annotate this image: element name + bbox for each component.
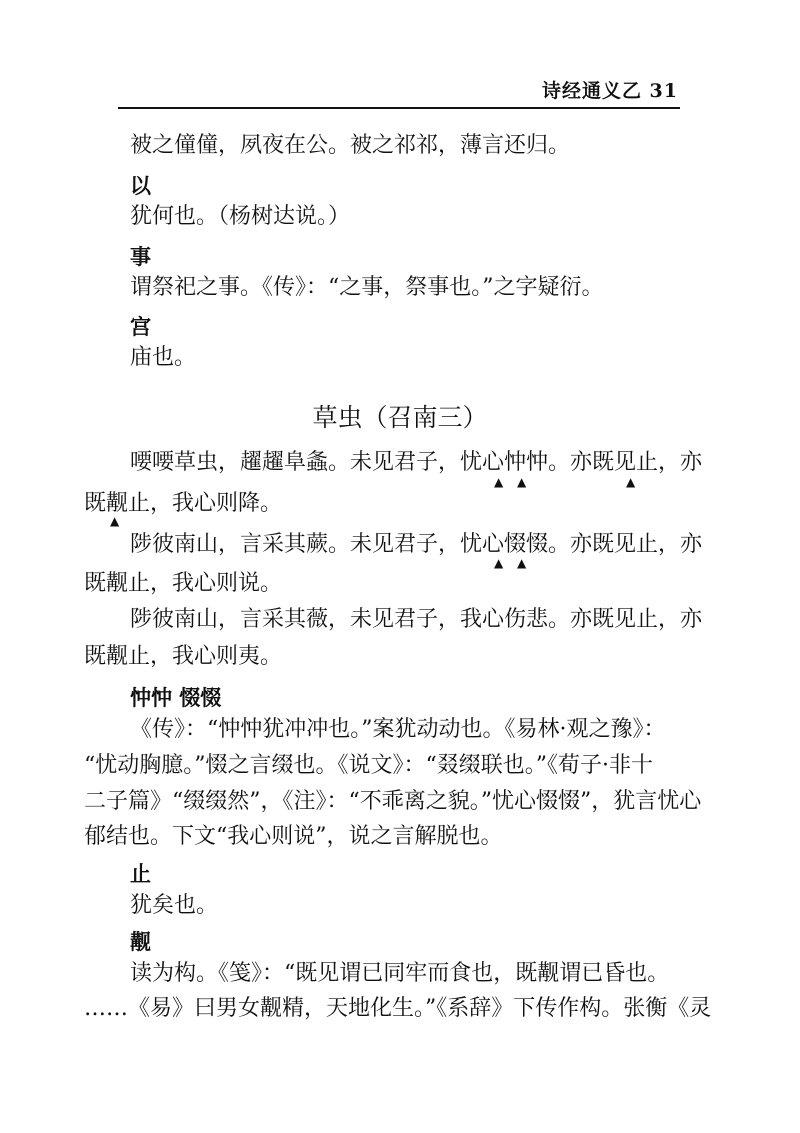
running-header-text: 诗经通义乙 31 xyxy=(541,80,678,102)
note-line: “忧动胸臆。”惙之言缀也。《说文》：“叕缀联也。”《荀子·非十 xyxy=(84,753,653,778)
running-header xyxy=(508,76,678,102)
note-line: ……《易》曰男女觏精，天地化生。”《系辞》下传作构。张衡《灵 xyxy=(84,996,712,1021)
term-heading: 止 xyxy=(130,862,151,886)
note-line: 二子篇》“缀缀然”，《注》：“不乖离之貌。”忧心惙惙”，犹言忧心 xyxy=(84,789,702,814)
poem-line: 既觏止，我心则降。 xyxy=(84,491,283,516)
term-heading: 事 xyxy=(130,245,151,269)
term-heading: 宫 xyxy=(130,315,151,339)
term-heading: 忡忡 惙惙 xyxy=(130,686,222,710)
verse-line: 被之僮僮，夙夜在公。被之祁祁，薄言还归。 xyxy=(130,133,571,158)
emphasis-marker: ▲ xyxy=(517,475,527,489)
emphasis-marker: ▲ xyxy=(517,556,527,570)
poem-line: 陟彼南山，言采其蕨。未见君子，忧心惙惙。亦既见止，亦 xyxy=(130,532,703,557)
gloss-line: 庙也。 xyxy=(130,345,197,370)
emphasis-marker: ▲ xyxy=(626,475,636,489)
section-title: 草虫（召南三） xyxy=(312,403,488,432)
poem-line: 既觏止，我心则夷。 xyxy=(84,644,283,669)
poem-line: 陟彼南山，言采其薇，未见君子，我心伤悲。亦既见止，亦 xyxy=(130,607,703,632)
note-line: 读为构。《笺》：“既见谓已同牢而食也，既觏谓已昏也。 xyxy=(130,961,670,986)
note-line: 郁结也。下文“我心则说”，说之言解脱也。 xyxy=(84,824,503,849)
header-rule xyxy=(118,107,680,109)
gloss-line: 谓祭祀之事。《传》：“之事，祭事也。”之字疑衍。 xyxy=(130,275,604,300)
emphasis-marker: ▲ xyxy=(494,475,504,489)
gloss-line: 犹何也。（杨树达说。） xyxy=(130,204,351,229)
emphasis-marker: ▲ xyxy=(110,514,120,528)
emphasis-marker: ▲ xyxy=(494,556,504,570)
term-heading: 以 xyxy=(130,174,151,198)
poem-line: 既觏止，我心则说。 xyxy=(84,571,283,596)
note-line: 犹矣也。 xyxy=(130,893,219,918)
term-heading: 觏 xyxy=(130,930,151,954)
note-line: 《传》：“忡忡犹冲冲也。”案犹动动也。《易林·观之豫》： xyxy=(130,717,666,742)
poem-line: 喓喓草虫，趯趯阜螽。未见君子，忧心忡忡。亦既见止，亦 xyxy=(130,450,703,475)
